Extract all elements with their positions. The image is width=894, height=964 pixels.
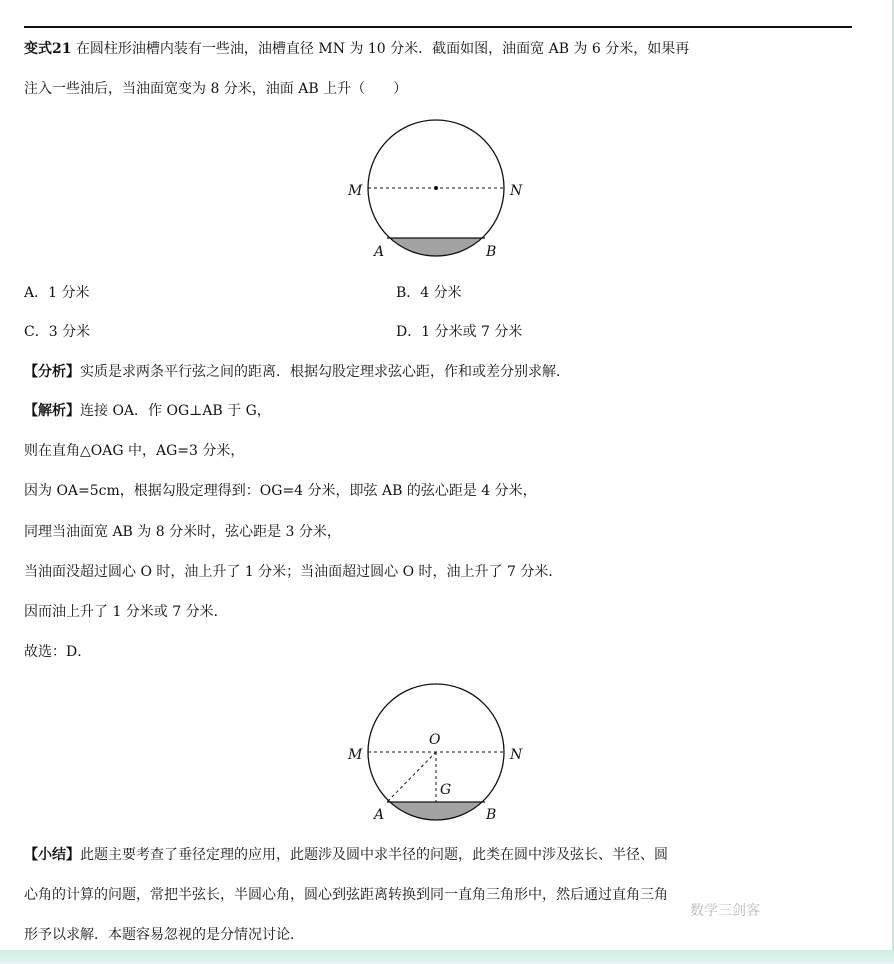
summary-label: 【小结】 (24, 847, 80, 863)
analysis-text: 实质是求两条平行弦之间的距离．根据勾股定理求弦心距，作和或差分别求解． (80, 364, 570, 380)
label-b-2: B (486, 807, 497, 823)
problem-line-2: 注入一些油后，当油面宽变为 8 分米，油面 AB 上升（ ） (24, 81, 408, 97)
center-dot-1 (434, 186, 438, 190)
label-m-2: M (348, 747, 363, 763)
problem-label: 变式21 (24, 41, 72, 57)
solution-line-7: 故选：D． (24, 644, 92, 660)
segment-oa (387, 752, 436, 802)
summary-line-2: 心角的计算的问题，常把半弦长，半圆心角，圆心到弦距离转换到同一直角三角形中，然后通过直角三角 (24, 887, 668, 903)
solution-label: 【解析】 (24, 403, 80, 419)
label-b-1: B (486, 244, 497, 260)
label-a-1: A (374, 244, 385, 260)
option-c: C．3 分米 (24, 324, 91, 340)
summary-line-1 (24, 846, 668, 864)
analysis-label: 【分析】 (24, 364, 80, 380)
option-a: A．1 分米 (24, 285, 90, 301)
figure-2 (330, 678, 530, 828)
solution-line-6: 因而油上升了 1 分米或 7 分米． (24, 604, 228, 620)
bottom-bar (0, 950, 894, 964)
solution-line-4: 同理当油面宽 AB 为 8 分米时，弦心距是 3 分米， (24, 524, 341, 540)
solution-line-2: 则在直角△OAG 中，AG=3 分米， (24, 443, 245, 459)
label-o: O (429, 732, 441, 748)
analysis-line (24, 363, 570, 381)
problem-line-1 (24, 40, 689, 58)
label-a-2: A (374, 807, 385, 823)
label-n-1: N (510, 183, 523, 199)
summary-line-3: 形予以求解．本题容易忽视的是分情况讨论． (24, 927, 304, 943)
top-rule (24, 26, 852, 28)
summary-text-1: 此题主要考查了垂径定理的应用，此题涉及圆中求半径的问题，此类在圆中涉及弦长、半径、圆 (80, 847, 668, 863)
figure-1 (330, 118, 530, 268)
label-m-1: M (348, 183, 363, 199)
option-b: B．4 分米 (396, 285, 462, 301)
solution-line-3: 因为 OA=5cm，根据勾股定理得到：OG=4 分米，即弦 AB 的弦心距是 4 分米， (24, 483, 537, 499)
watermark: 数学三剑客 (690, 903, 760, 919)
label-n-2: N (510, 747, 523, 763)
solution-line-1 (24, 402, 271, 420)
solution-text-1: 连接 OA．作 OG⊥AB 于 G， (80, 403, 271, 419)
label-g: G (440, 782, 452, 798)
solution-line-5: 当油面没超过圆心 O 时，油上升了 1 分米；当油面超过圆心 O 时，油上升了 7 分米． (24, 564, 563, 580)
option-d: D．1 分米或 7 分米 (396, 324, 523, 340)
problem-text-1: 在圆柱形油槽内装有一些油，油槽直径 MN 为 10 分米．截面如图，油面宽 AB 为 6 分米，如果再 (75, 41, 690, 57)
